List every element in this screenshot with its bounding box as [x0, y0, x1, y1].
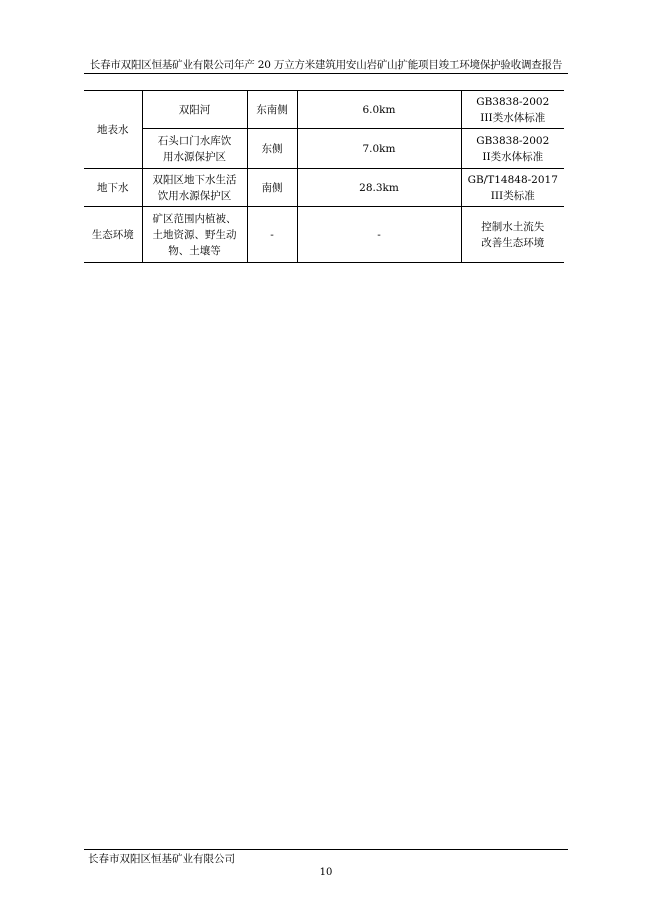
target-name-cell: 矿区范围内植被、 土地资源、野生动 物、土壤等 [142, 207, 247, 263]
target-name-cell: 石头口门水库饮 用水源保护区 [142, 129, 247, 169]
target-name-cell: 双阳河 [142, 91, 247, 129]
category-cell: 生态环境 [84, 207, 142, 263]
distance-cell: 6.0km [297, 91, 461, 129]
distance-cell: 7.0km [297, 129, 461, 169]
table-row [84, 207, 564, 263]
category-cell: 地表水 [84, 91, 142, 169]
standard-cell: GB3838-2002 III类水体标准 [461, 91, 564, 129]
standard-cell: GB/T14848-2017 III类标准 [461, 169, 564, 207]
category-cell: 地下水 [84, 169, 142, 207]
footer-rule [84, 849, 568, 850]
direction-cell: - [247, 207, 297, 263]
direction-cell: 东侧 [247, 129, 297, 169]
distance-cell: - [297, 207, 461, 263]
table-row [84, 91, 564, 129]
header-rule [84, 73, 568, 74]
standard-cell: 控制水土流失 改善生态环境 [461, 207, 564, 263]
page-number: 10 [319, 867, 333, 878]
direction-cell: 南侧 [247, 169, 297, 207]
distance-cell: 28.3km [297, 169, 461, 207]
page-header: 长春市双阳区恒基矿业有限公司年产 20 万立方米建筑用安山岩矿山扩能项目竣工环境保护验收调查报告 [89, 59, 563, 71]
standard-cell: GB3838-2002 II类水体标准 [461, 129, 564, 169]
direction-cell: 东南侧 [247, 91, 297, 129]
table-row [84, 169, 564, 207]
table-row [84, 129, 564, 169]
footer-company-name: 长春市双阳区恒基矿业有限公司 [88, 853, 235, 865]
target-name-cell: 双阳区地下水生活 饮用水源保护区 [142, 169, 247, 207]
environment-protection-targets-table [84, 90, 564, 263]
